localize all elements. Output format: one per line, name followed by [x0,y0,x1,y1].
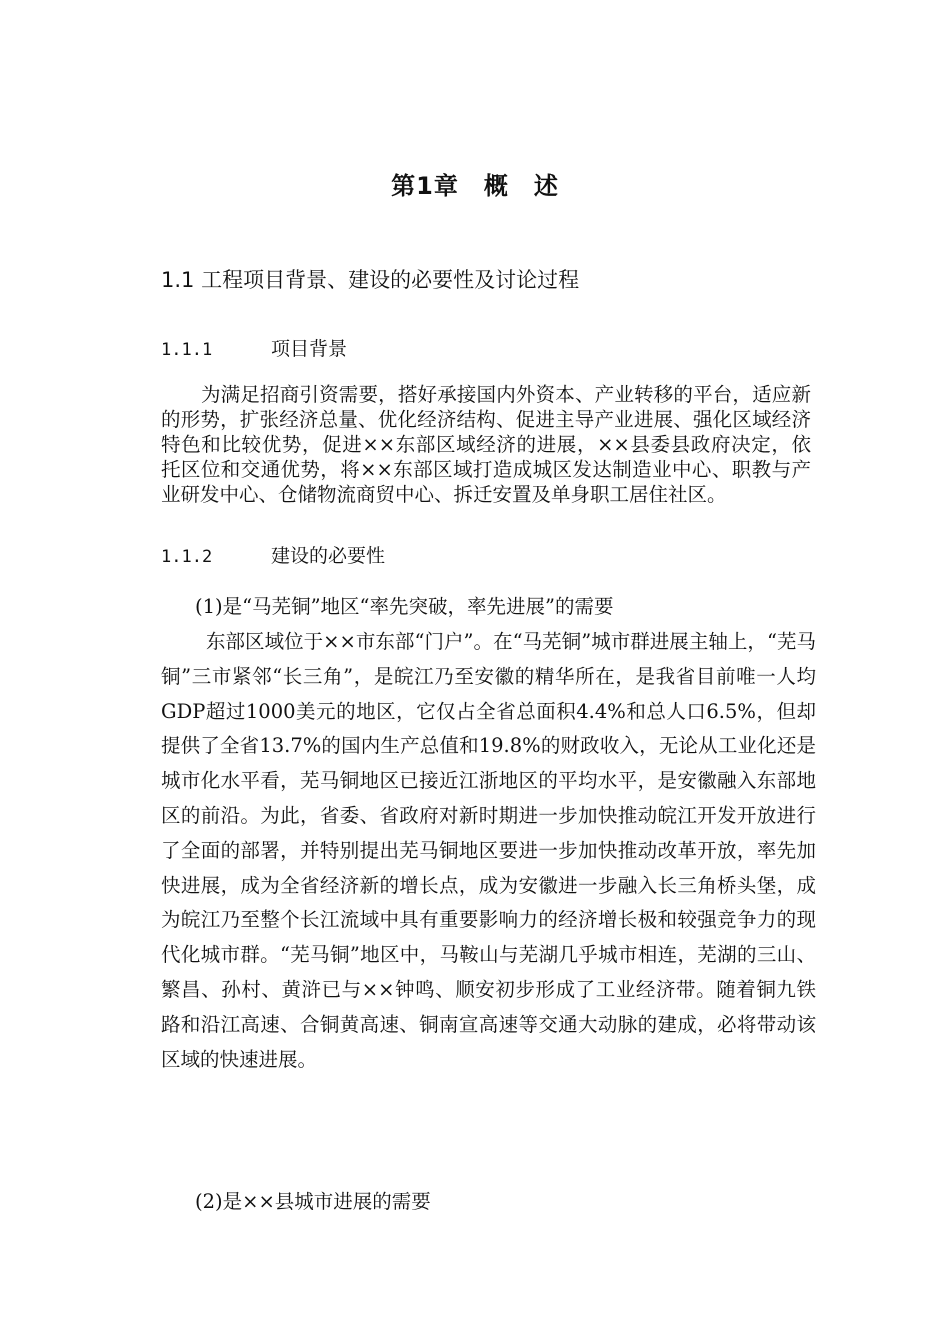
item-heading-2: (2)是××县城市进展的需要 [195,1190,431,1213]
subsection-number: 1.1.2 [161,547,213,567]
subsection-number: 1.1.1 [161,340,213,360]
subsection-title: 项目背景 [271,338,348,360]
necessity-paragraph: 东部区域位于××市东部“门户”。在“马芜铜”城市群进展主轴上，“芜马铜”三市紧邻“长三角”，是皖江乃至安徽的精华所在，是我省目前唯一人均GDP超过1000美元的地区，它仅占全省总面积4.4%和总人口6.5%，但却提供了全省13.7%的国内生产总值和19.8%的财政收入，无论从工业化还是城市化水平看，芜马铜地区已接近江浙地区的平均水平，是安徽融入东部地区的前沿。为此，省委、省政府对新时期进一步加快推动皖江开发开放进行了全面的部署，并特别提出芜马铜地区要进一步加快推动改革开放，率先加快进展，成为全省经济新的增长点，成为安徽进一步融入长三角桥头堡，成为皖江乃至整个长江流域中具有重要影响力的经济增长极和较强竞争力的现代化城市群。“芜马铜”地区中，马鞍山与芜湖几乎城市相连，芜湖的三山、繁昌、孙村、黄浒已与××钟鸣、顺安初步形成了工业经济带。随着铜九铁路和沿江高速、合铜黄高速、铜南宣高速等交通大动脉的建成，必将带动该区域的快速进展。 [161,630,816,1071]
subsection-heading-2 [161,541,385,568]
background-paragraph: 为满足招商引资需要，搭好承接国内外资本、产业转移的平台，适应新的形势，扩张经济总量、优化经济结构、促进主导产业进展、强化区域经济特色和比较优势，促进××东部区域经济的进展，××县委县政府决定，依托区位和交通优势，将××东部区域打造成城区发达制造业中心、职教与产业研发中心、仓储物流商贸中心、拆迁安置及单身职工居住社区。 [161,383,811,506]
subsection-title: 建设的必要性 [271,545,386,567]
chapter-title: 第1章 概 述 [391,172,559,200]
item-heading-1: (1)是“马芜铜”地区“率先突破，率先进展”的需要 [195,595,614,618]
subsection-heading-1 [161,334,347,361]
section-title: 1.1 工程项目背景、建设的必要性及讨论过程 [161,268,580,292]
